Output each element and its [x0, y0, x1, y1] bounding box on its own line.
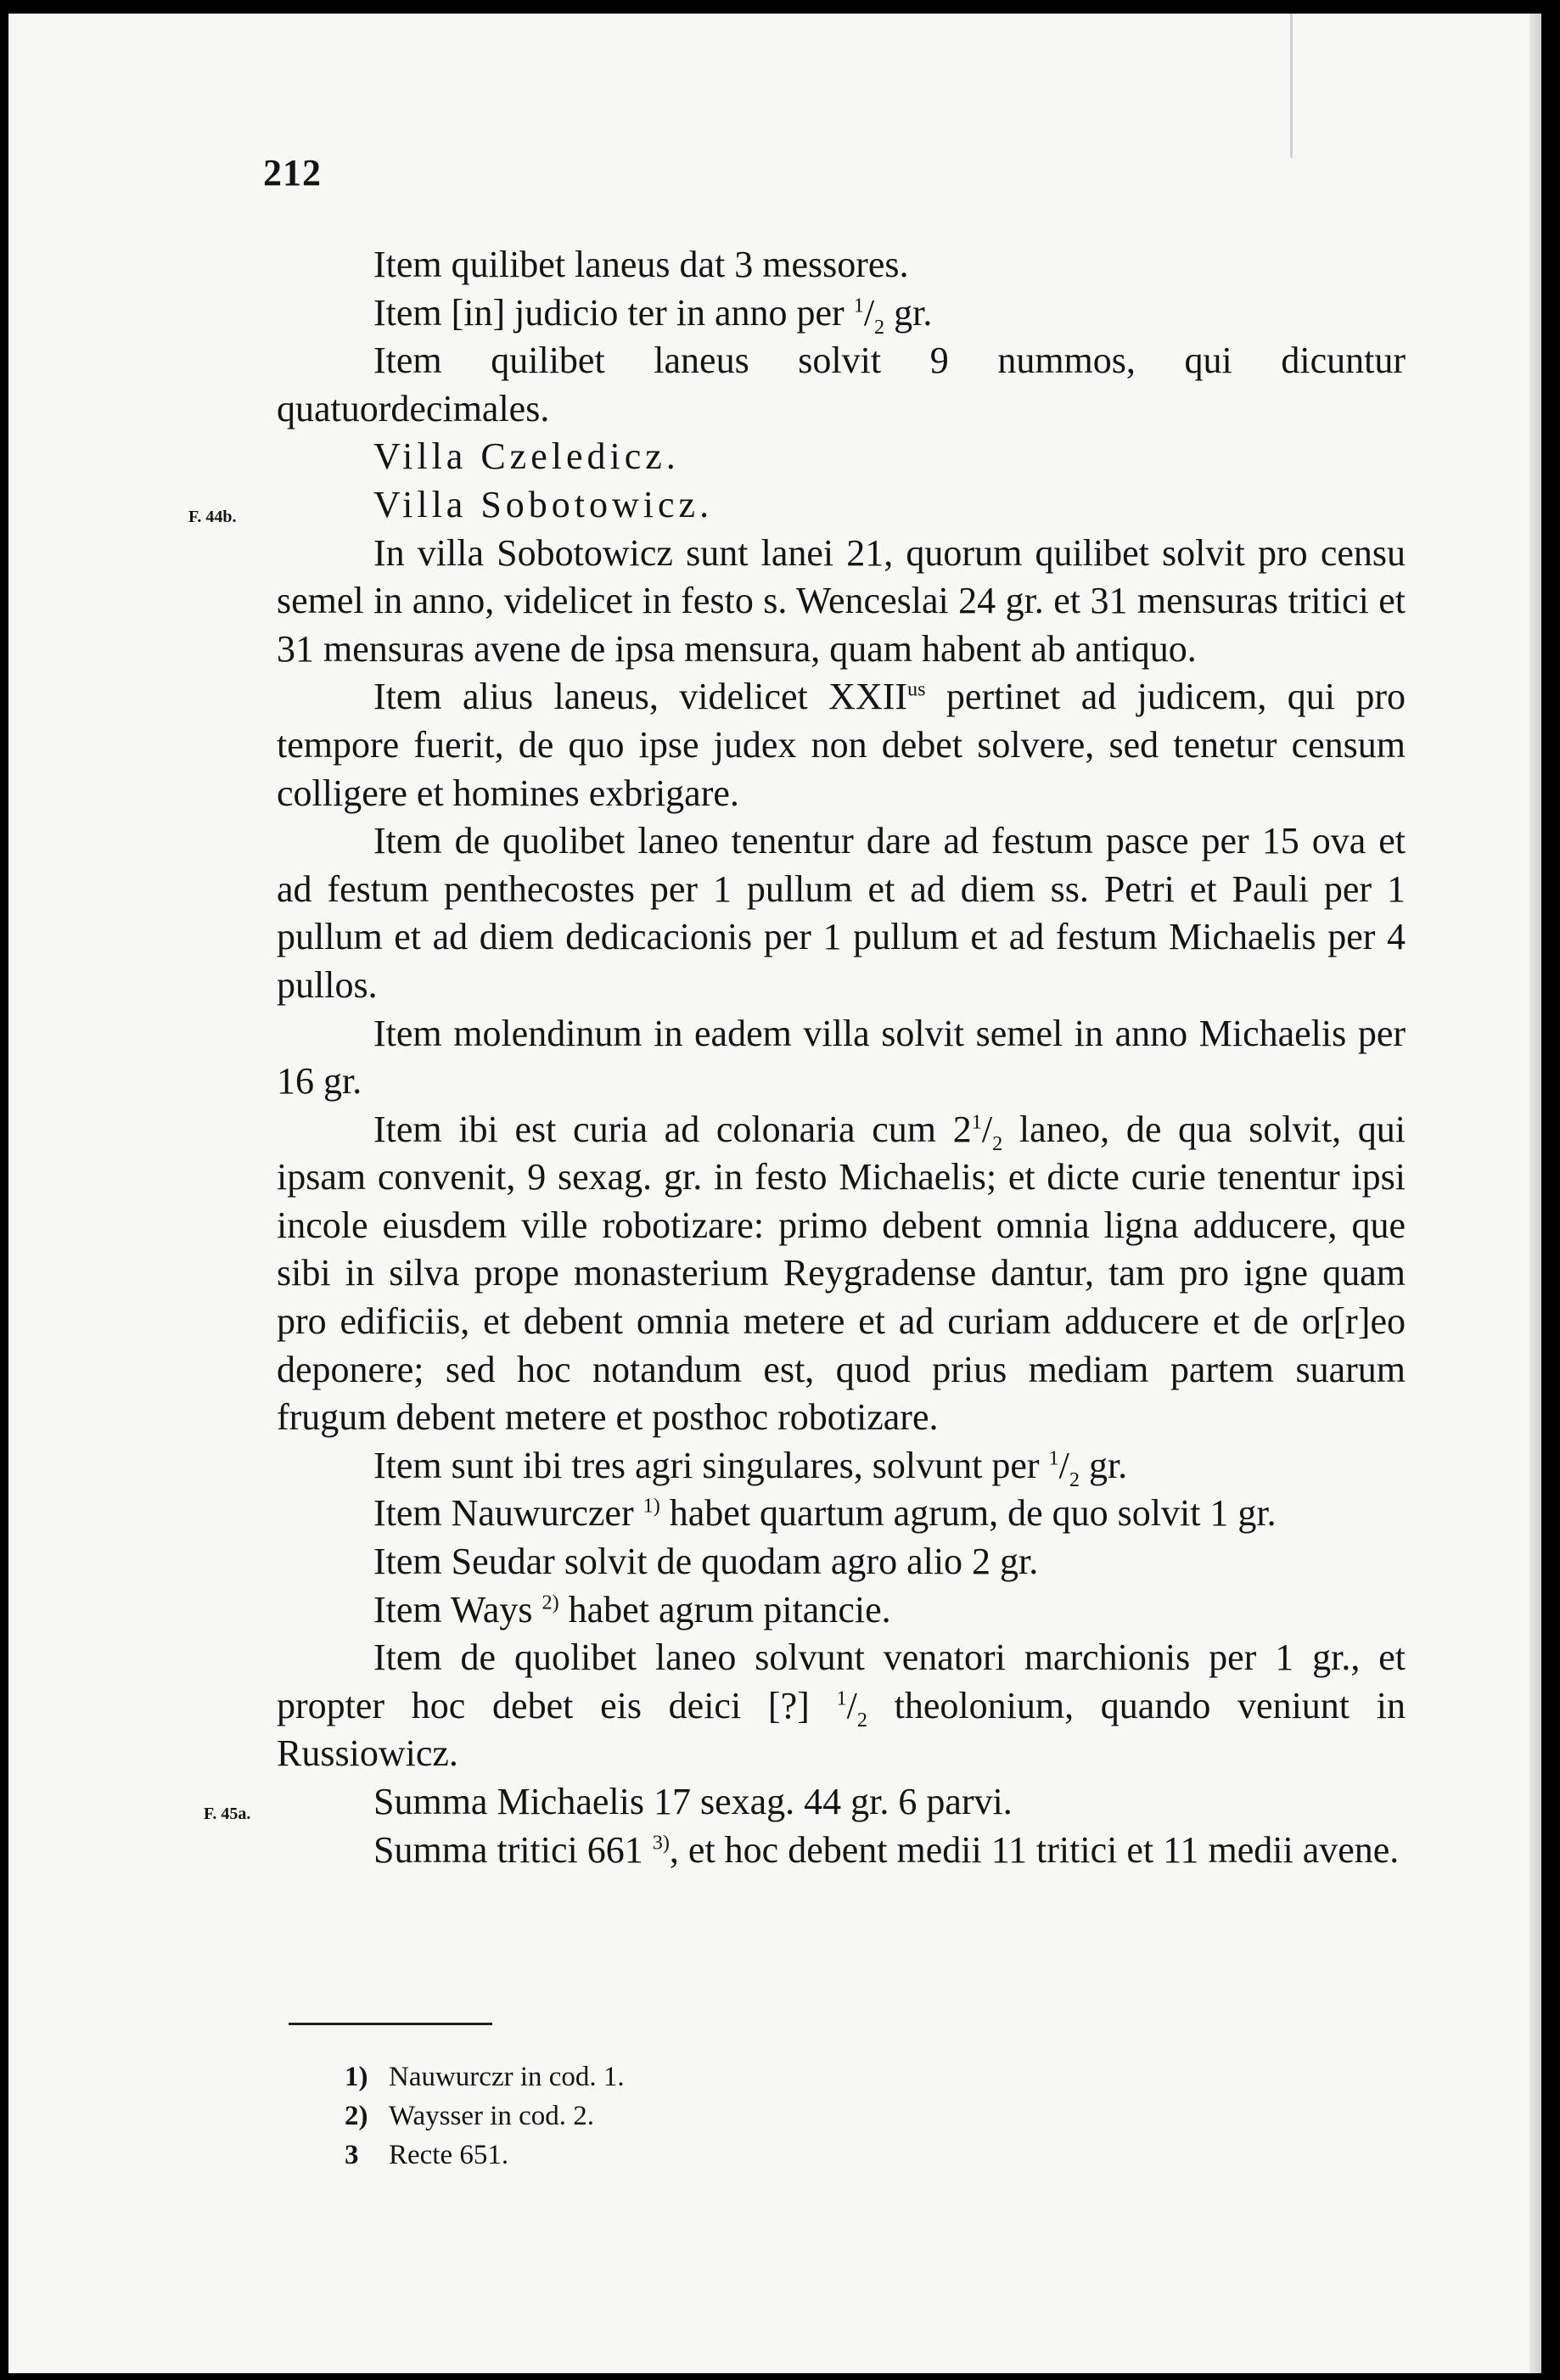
paragraph: Item ibi est curia ad colonaria cum $2^1/_2$ laneo, de qua solvit, qui ipsam convenit, 9 sexag. gr. in festo Michaelis; et dicte curie tenentur ipsi incole eiusdem ville robotizare: primo debent omnia ligna adducere, que sibi in silva prope monasterium Reygradense dantur, tam pro igne quam pro edificiis, et debent omnia metere et ad curiam adducere et de or[r]eo deponere; sed hoc notandum est, quod prius mediam partem suarum frugum debent metere et posthoc robotizare.: [277, 1108, 1406, 1439]
paragraph: Item [in] judicio ter in anno per $^1/_2$ gr.: [373, 291, 933, 339]
main-text: [188, 241, 1406, 1874]
paragraph: Item de quolibet laneo tenentur dare ad festum pasce per 15 ova et ad festum penthecostes per 1 pullum et ad diem ss. Petri et Pauli per 1 pullum et ad diem dedicacionis per 1 pullum et ad festum Michaelis per 4 pullos.: [277, 820, 1406, 1006]
footnote: [345, 2097, 625, 2136]
page-number: 212: [263, 152, 322, 194]
paragraph: Item quilibet laneus solvit 9 nummos, qui dicuntur quatuordecimales.: [277, 340, 1406, 429]
footnote-text: Waysser in cod. 2.: [389, 2101, 595, 2131]
margin-note: F. 44b.: [188, 507, 237, 526]
margin-note: F. 45a.: [204, 1805, 251, 1823]
paragraph: Item Ways $^{2)}$ habet agrum pitancie.: [373, 1588, 891, 1631]
footnote-text: Nauwurczr in cod. 1.: [389, 2062, 625, 2092]
paragraph: Summa Michaelis 17 sexag. 44 gr. 6 parvi.: [373, 1781, 1013, 1822]
page-edge: [1529, 14, 1541, 2373]
footnote-mark: 2): [345, 2101, 368, 2131]
footnote-mark: 3: [345, 2140, 359, 2170]
paragraph: Item quilibet laneus dat 3 messores.: [373, 244, 909, 285]
footnotes: [345, 2057, 625, 2175]
paragraph: Item molendinum in eadem villa solvit semel in anno Michaelis per 16 gr.: [277, 1012, 1406, 1103]
footnote-text: Recte 651.: [389, 2140, 509, 2170]
footnote-mark: 1): [345, 2062, 368, 2092]
paragraph: Item Seudar solvit de quodam agro alio 2 gr.: [373, 1541, 1039, 1583]
footnote-rule: [289, 2023, 492, 2025]
paragraph: Item Nauwurczer $^{1)}$ habet quartum agrum, de quo solvit 1 gr.: [373, 1492, 1277, 1535]
paragraph: Item de quolibet laneo solvunt venatori marchionis per 1 gr., et propter hoc debet eis deici [?] $^1/_2$ theolonium, quando veniunt in Russiowicz.: [277, 1636, 1406, 1775]
footnote: [345, 2057, 625, 2097]
section-heading: Villa Sobotowicz.: [373, 483, 714, 525]
scan-mark: [1290, 14, 1293, 158]
book-page: [8, 14, 1541, 2373]
paragraph: Item sunt ibi tres agri singulares, solvunt per $^1/_2$ gr.: [373, 1444, 1128, 1491]
paragraph: Summa tritici 661 $^{3)}$, et hoc debent medii 11 tritici et 11 medii avene.: [373, 1828, 1400, 1871]
paragraph: Item alius laneus, videlicet $XXII^{us}$ pertinet ad judicem, qui pro tempore fuerit, de quo ipse judex non debet solvere, sed tenetur censum colligere et homines exbrigare.: [277, 676, 1406, 814]
section-heading: Villa Czeledicz.: [373, 435, 680, 478]
footnote: [345, 2136, 625, 2175]
paragraph: In villa Sobotowicz sunt lanei 21, quorum quilibet solvit pro censu semel in anno, videlicet in festo s. Wenceslai 24 gr. et 31 mensuras tritici et 31 mensuras avene de ipsa mensura, quam habent ab antiquo.: [277, 531, 1406, 670]
